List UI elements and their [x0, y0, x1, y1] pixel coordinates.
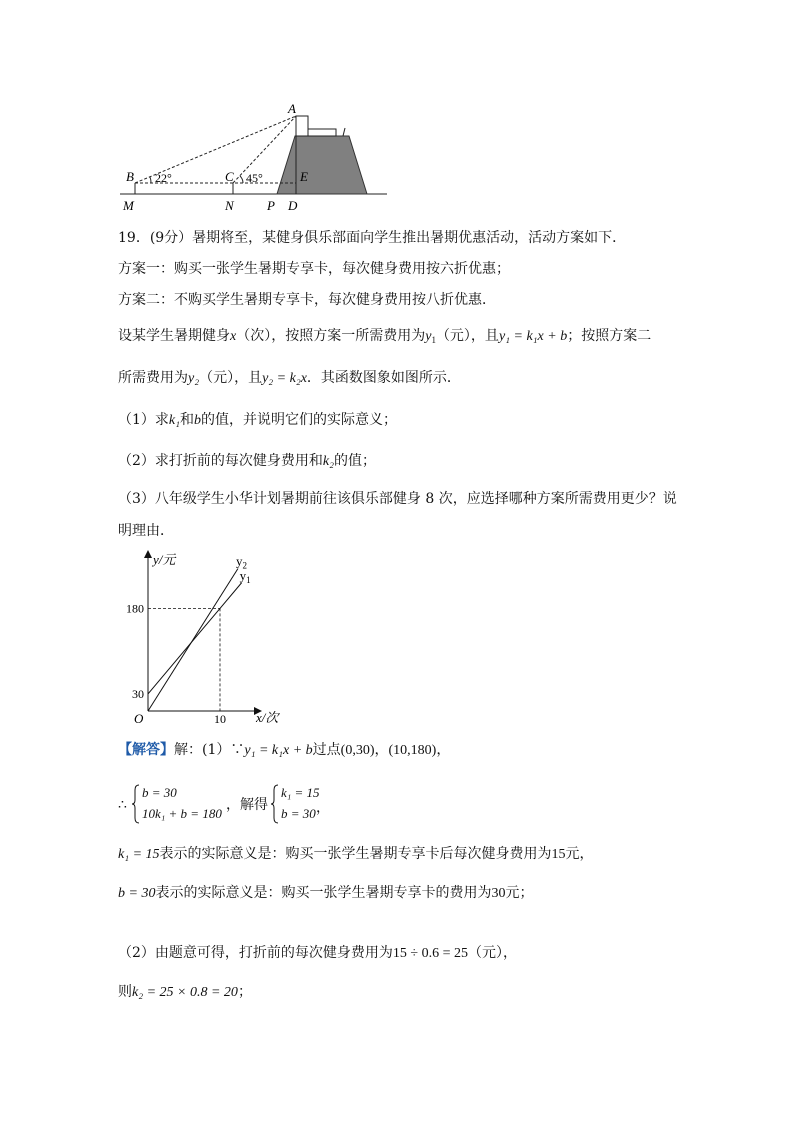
setup-text-a: 设某学生暑期健身: [118, 328, 230, 344]
s1-point-2: (10,180): [388, 743, 437, 758]
setup-text-d: ；按照方案二: [567, 328, 652, 344]
s1-point-1: (0,30): [340, 743, 375, 758]
plan-one: 方案一：购买一张学生暑期专享卡，每次健身费用按六折优惠；: [118, 261, 510, 277]
system-1-row-1: b = 30: [142, 785, 177, 800]
solution-k2: [118, 983, 252, 1002]
series-label-y2: $y_2$: [236, 553, 247, 571]
setup2-text-a: 所需费用为: [118, 370, 188, 386]
setup-text-c: （元），且: [435, 328, 499, 344]
function-graph: [120, 548, 290, 730]
system-1: [142, 784, 222, 822]
solution-tag: 【解答】: [118, 742, 174, 758]
system-2-row-1: k₁ = 15: [281, 785, 320, 800]
s1-text-b: 过点: [312, 742, 341, 758]
setup-y1: y: [425, 329, 432, 344]
tower: [296, 116, 308, 136]
m2-end: 元；: [505, 885, 534, 901]
therefore-symbol: ∴: [118, 797, 127, 813]
system-end: ，: [316, 800, 330, 816]
system-2: [281, 784, 320, 822]
y-axis-label: y/元: [153, 552, 176, 567]
label-C: C: [225, 169, 234, 184]
angle-arc-c: [240, 176, 243, 183]
s2-text-a: （2）由题意可得，打折前的每次健身费用为: [118, 945, 393, 961]
label-A: A: [288, 101, 296, 116]
q1-text-c: 的值，并说明它们的实际意义；: [201, 412, 398, 428]
q2-text-b: 的值；: [334, 453, 377, 469]
setup-x: x: [230, 329, 237, 344]
label-N: N: [225, 198, 234, 213]
system-2-row-2: b = 30: [281, 806, 316, 821]
q1-text-b: 和: [180, 412, 195, 428]
solve-word: ，解得: [226, 797, 268, 813]
s1-text-c: ，: [374, 742, 389, 758]
s2-text-b: （元），: [468, 945, 517, 961]
m2-value: 30: [491, 886, 506, 901]
s2-eq: 15 ÷ 0.6 = 25: [392, 946, 468, 961]
setup-text-b: （次），按照方案一所需费用为: [236, 328, 426, 344]
setup-line-1: [118, 327, 651, 349]
question-2: [118, 452, 376, 471]
y-tick-label-30: 30: [132, 686, 144, 701]
origin-label: O: [134, 711, 144, 726]
s1-eq: y₁ = k₁x + b: [244, 743, 313, 758]
setup2-eq2: y₂ = k₂x: [262, 371, 307, 386]
system-brace-1: [131, 784, 141, 824]
m1-eq: k₁ = 15: [118, 847, 160, 862]
meaning-b: [118, 884, 533, 903]
label-E: E: [300, 169, 308, 184]
label-M: M: [123, 198, 134, 213]
system-brace-2: [270, 784, 280, 824]
angle-label-c: 45°: [246, 171, 263, 185]
s1-text-a: 解：(1）∵: [174, 742, 245, 758]
solution-part-2: [118, 944, 517, 963]
x-axis-label: x/次: [256, 710, 279, 725]
question-3-line-2: 明理由．: [118, 523, 174, 539]
s3-text-a: 则: [118, 984, 132, 1000]
s1-text-d: ，: [436, 742, 451, 758]
m2-text: 表示的实际意义是：购买一张学生暑期专享卡的费用为: [155, 885, 492, 901]
q1-text-a: （1）求: [118, 412, 169, 428]
system-1-row-2: 10k₁ + b = 180: [142, 806, 222, 821]
m1-value: 15: [551, 847, 566, 862]
q2-k2: k₂: [322, 454, 335, 469]
meaning-k1: [118, 845, 594, 864]
m2-eq: b = 30: [118, 886, 156, 901]
question-3-line-1: （3）八年级学生小华计划暑期前往该俱乐部健身 8 次，应选择哪种方案所需费用更少？说: [118, 491, 677, 507]
series-line-y1: [148, 583, 242, 694]
setup2-text-b: （元），且: [199, 370, 263, 386]
angle-arc-b: [150, 177, 151, 183]
s3-text-b: ；: [237, 984, 252, 1000]
problem-header: 19．(9分）暑期将至，某健身俱乐部面向学生推出暑期优惠活动，活动方案如下．: [118, 230, 627, 246]
q1-b: b: [194, 413, 202, 428]
solution-line-1: [118, 741, 450, 760]
label-B: B: [126, 169, 134, 184]
x-tick-label-10: 10: [214, 712, 226, 726]
m1-text: 表示的实际意义是：购买一张学生暑期专享卡后每次健身费用为: [159, 846, 552, 862]
setup2-y2: y₂: [188, 371, 200, 386]
question-1: [118, 411, 397, 430]
q1-k1: k₁: [168, 413, 181, 428]
setup-line-2: [118, 369, 461, 388]
setup-y1-sub: 1: [431, 335, 436, 345]
hill-shape: [277, 136, 367, 194]
q2-text-a: （2）求打折前的每次健身费用和: [118, 453, 323, 469]
series-label-y1: $y_1$: [239, 567, 251, 585]
y-tick-label-180: 180: [126, 601, 144, 616]
m1-end: 元，: [565, 846, 594, 862]
plan-two: 方案二：不购买学生暑期专享卡，每次健身费用按八折优惠．: [118, 292, 496, 308]
geometry-figure: [115, 100, 395, 216]
label-D: D: [288, 198, 298, 213]
setup2-text-c: ．其函数图象如图所示．: [306, 370, 461, 386]
building: [308, 129, 336, 136]
s3-eq: k₂ = 25 × 0.8 = 20: [132, 985, 238, 1000]
angle-label-b: 22°: [155, 171, 172, 185]
setup-eq1: y₁ = k₁x + b: [498, 329, 568, 344]
label-P: P: [267, 198, 275, 213]
